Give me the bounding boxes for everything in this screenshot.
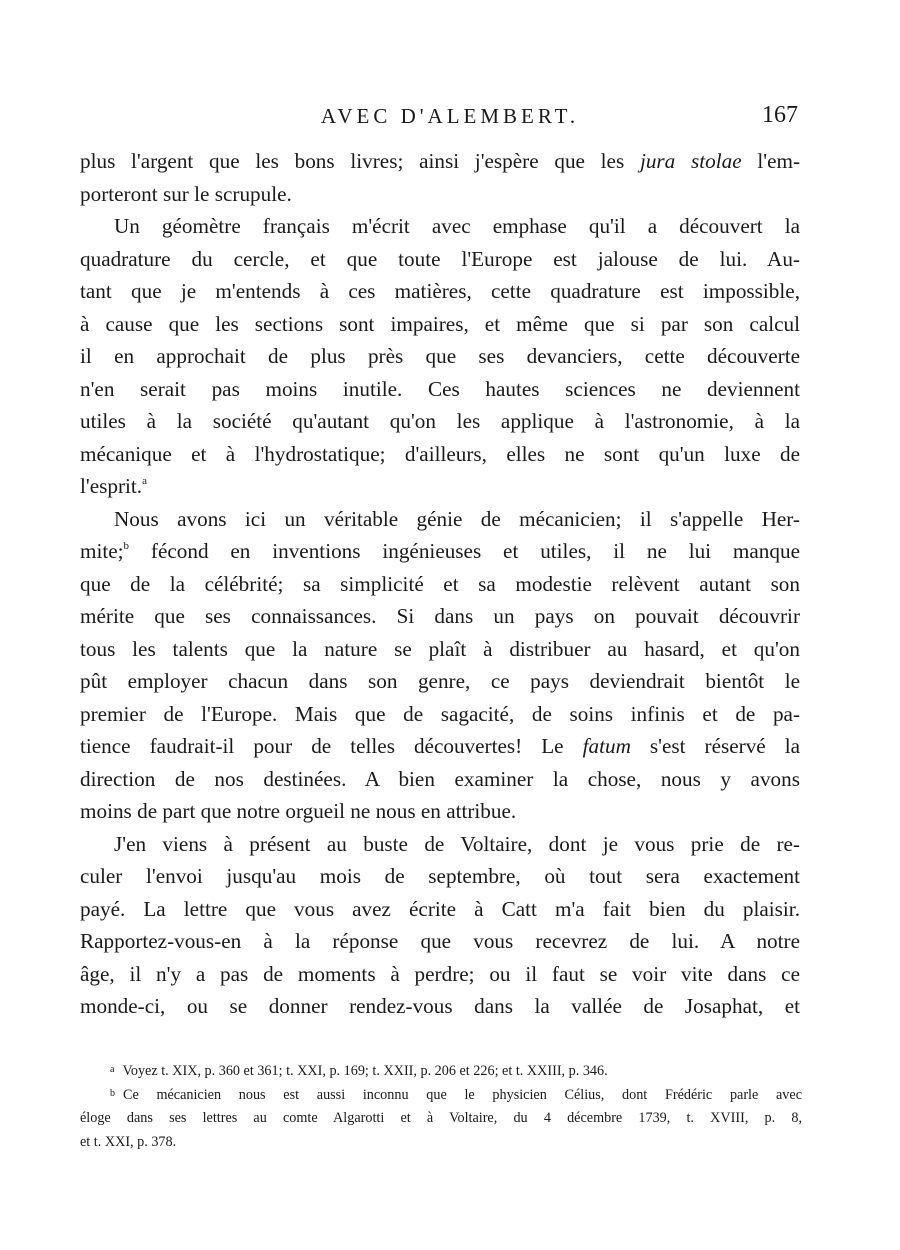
text-line: moins de part que notre orgueil ne nous en attribue. <box>80 799 517 823</box>
footnote-ref-a[interactable]: a <box>142 475 147 487</box>
text-line: il en approchait de plus près que ses devanciers, cette découverte <box>80 344 800 368</box>
footnote-ref-b[interactable]: b <box>123 540 130 552</box>
text-line: tous les talents que la nature se plaît à distribuer au hasard, et qu'on <box>80 636 800 661</box>
text-line: tience faudrait-il pour de telles découvertes! Le fatum s'est réservé la <box>80 734 801 758</box>
text-line: plus l'argent que les bons livres; ainsi j'espère que les jura stolae l'em- <box>80 149 801 173</box>
paragraph-4 <box>80 828 800 1023</box>
text-line: porteront sur le scrupule. <box>80 181 292 206</box>
text-line: direction de nos destinées. A bien examiner la chose, nous y avons <box>80 766 800 791</box>
paragraph-2 <box>80 210 800 503</box>
footnote-a: $^a$ Voyez t. XIX, p. 360 et 361; t. XXI, p. 169; t. XXII, p. 206 et 226; et t. XXIII, p. 346. <box>110 1063 608 1079</box>
paragraph-1 <box>80 145 800 210</box>
italic-term: fatum <box>582 734 631 758</box>
body-text <box>80 145 800 1023</box>
text-line: pût employer chacun dans son genre, ce pays deviendrait bientôt le <box>80 669 800 693</box>
running-title: AVEC D'ALEMBERT. <box>320 104 580 128</box>
page-number: 167 <box>762 102 798 128</box>
footnote-mark-b: b <box>110 1088 115 1099</box>
text-line: n'en serait pas moins inutile. Ces hautes sciences ne deviennent <box>80 376 800 401</box>
text-line: premier de l'Europe. Mais que de sagacité, de soins infinis et de pa- <box>80 701 800 726</box>
text-line: Nous avons ici un véritable génie de mécanicien; il s'appelle Her- <box>114 506 800 531</box>
footnotes <box>80 1058 802 1154</box>
paragraph-3 <box>80 503 800 828</box>
text-line: âge, il n'y a pas de moments à perdre; ou il faut se voir vite dans ce <box>80 961 800 986</box>
text-line: utiles à la société qu'autant qu'on les applique à l'astronomie, à la <box>80 409 800 433</box>
text-line: mérite que ses connaissances. Si dans un pays on pouvait découvrir <box>80 604 800 628</box>
text-line: quadrature du cercle, et que toute l'Europe est jalouse de lui. Au- <box>80 246 800 271</box>
text-line: à cause que les sections sont impaires, et même que si par son calcul <box>80 311 800 336</box>
text-line: J'en viens à présent au buste de Voltaire, dont je vous prie de re- <box>114 831 800 856</box>
text-line: l'esprit.$^a$ <box>80 474 147 498</box>
footnote-b-line: et t. XXI, p. 378. <box>80 1134 177 1150</box>
text-line: que de la célébrité; sa simplicité et sa modestie relèvent autant son <box>80 571 800 596</box>
text-line: mite;$^b$ fécond en inventions ingénieuses et utiles, il ne lui manque <box>80 539 800 563</box>
text-line: payé. La lettre que vous avez écrite à Catt m'a fait bien du plaisir. <box>80 896 800 921</box>
text-line: monde-ci, ou se donner rendez-vous dans la vallée de Josaphat, et <box>80 994 800 1018</box>
footnote-b-line: éloge dans ses lettres au comte Algarotti et à Voltaire, du 4 décembre 1739, t. XVIII, p. 8, <box>80 1110 802 1126</box>
text-line: Rapportez-vous-en à la réponse que vous recevrez de lui. A notre <box>80 929 800 953</box>
text-line: culer l'envoi jusqu'au mois de septembre, où tout sera exactement <box>80 864 800 888</box>
text-line: mécanique et à l'hydrostatique; d'ailleurs, elles ne sont qu'un luxe de <box>80 441 800 466</box>
text-line: tant que je m'entends à ces matières, cette quadrature est impossible, <box>80 279 800 303</box>
footnote-b: $^b$ Ce mécanicien nous est aussi inconnu que le physicien Célius, dont Frédéric parle avec <box>110 1087 802 1103</box>
footnote-mark-a: a <box>110 1064 115 1075</box>
running-head <box>0 100 900 132</box>
text-line: Un géomètre français m'écrit avec emphase qu'il a découvert la <box>114 214 800 238</box>
italic-term: jura stolae <box>639 149 742 173</box>
